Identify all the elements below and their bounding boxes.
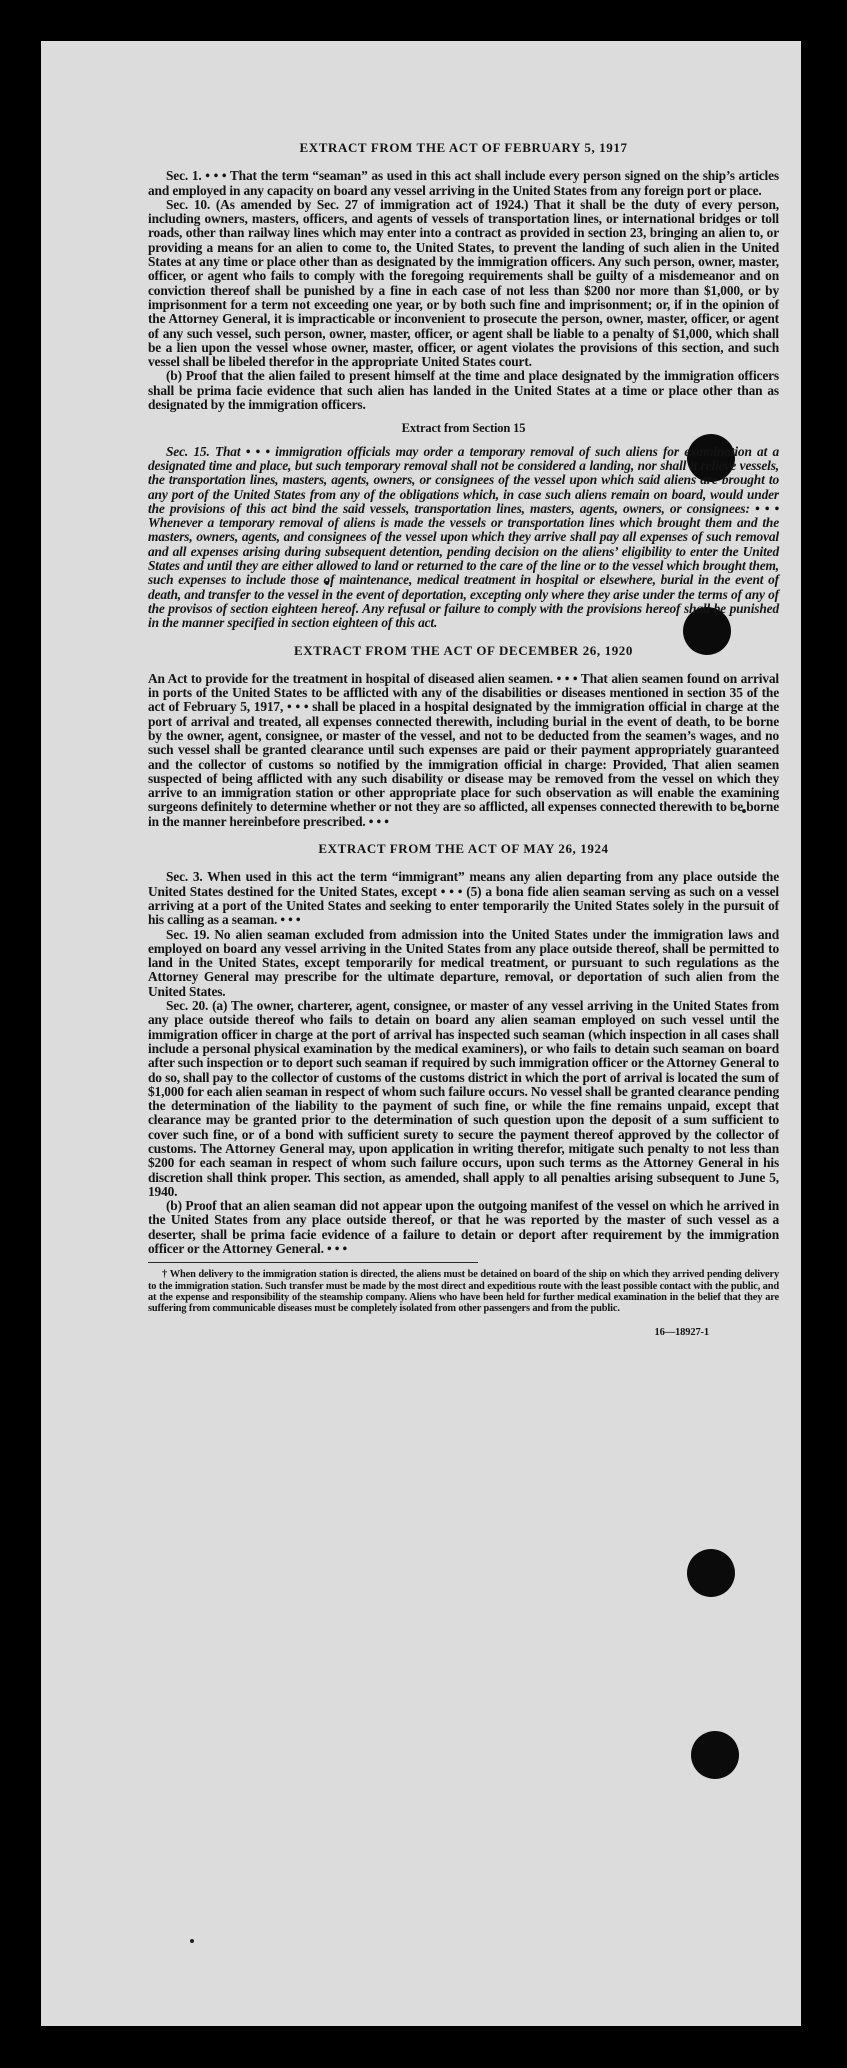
paragraph: An Act to provide for the treatment in hospital of diseased alien seamen. • • • That alien seamen found on arrival in ports of the United States to be afflicted with any of the disabilities or diseases mentioned in section 35 of the act of February 5, 1917, • • • shall be placed in a hospital designated by the immigration official in charge at the port of arrival and treated, all expenses connected therewith, including burial in the event of death, to be borne by the owner, agent, consignee, or master of the vessel, and not to be deducted from the seamen’s wages, and no such vessel shall be granted clearance until such expenses are paid or their payment appropriately guaranteed and the collector of customs so notified by the immigration official in charge: Provided, That alien seamen suspected of being afflicted with any such disability or disease may be removed from the vessel on which they arrive to an immigration station or other appropriate place for such observation as will enable the examining surgeons definitely to determine whether or not they are so afflicted, all expenses connected therewith to be borne in the manner hereinbefore prescribed. • • • xyxy=(148,670,779,829)
paragraph: Sec. 19. No alien seaman excluded from admission into the United States under the immigration laws and employed on board any vessel arriving in the United States from any place outside thereof, shall be permitted to land in the United States, except temporarily for medical treatment, or pursuant to such regulations as the Attorney General may prescribe for the ultimate departure, removal, or deportation of such alien from the United States. xyxy=(148,926,779,999)
paragraph: (b) Proof that an alien seaman did not appear upon the outgoing manifest of the vessel on which he arrived in the United States from any place outside thereof, or that he was reported by the master of such vessel as a deserter, shall be prima facie evidence of a failure to detain or deport after requirement by the immigration officer or the Attorney General. • • • xyxy=(148,1198,779,1257)
paragraph: Sec. 20. (a) The owner, charterer, agent, consignee, or master of any vessel arriving in the United States from any place outside thereof who fails to detain on board any alien seaman employed on such vessel until the immigration officer in charge at the port of arrival has inspected such seaman (which inspection in all cases shall include a personal physical examination by the medical examiners), or who fails to detain such seaman on board after such inspection or to deport such seaman if required by such immigration officer or the Attorney General to do so, shall pay to the collector of customs of the customs district in which the port of arrival is located the sum of $1,000 for each alien seaman in respect of whom such failure occurs. No vessel shall be granted clearance pending the determination of the liability to the payment of such fine, or while the fine remains unpaid, except that clearance may be granted prior to the determination of such question upon the deposit of a sum sufficient to cover such fine, or of a bond with sufficient surety to secure the payment thereof approved by the collector of customs. The Attorney General may, upon application in writing therefor, mitigate such penalty to not less than $200 for each seaman in respect of whom such failure occurs, upon such terms as the Attorney General in his discretion shall think proper. This section, as amended, shall apply to all penalties arising subsequent to June 5, 1940. xyxy=(148,998,779,1199)
footnote-divider xyxy=(148,1262,478,1263)
paragraph: Sec. 10. (As amended by Sec. 27 of immigration act of 1924.) That it shall be the duty of every person, including owners, masters, officers, and agents of vessels of transportation lines, or international bridges or toll roads, other than railway lines which may enter into a contract as provided in section 23, bringing an alien to, or providing a means for an alien to come to, the United States, to prevent the landing of such alien in the United States at any time or place other than as designated by the immigration officers. Any such person, owner, master, officer, or agent who fails to comply with the foregoing requirements shall be guilty of a misdemeanor and on conviction thereof shall be punished by a fine in each case of not less than $200 nor more than $1,000, or by imprisonment for a term not exceeding one year, or by both such fine and imprisonment; or, if in the opinion of the Attorney General, it is impracticable or inconvenient to prosecute the person, owner, master, officer, or agent of any such vessel, such person, owner, master, officer, or agent shall be liable to a penalty of $1,000, which shall be a lien upon the vessel whose owner, master, officer, or agent violates the provisions of this section, and such vessel shall be libeled therefor in the appropriate United States court. xyxy=(148,196,779,370)
section-act-1924 xyxy=(148,842,779,1256)
footnote: † When delivery to the immigration station is directed, the aliens must be detained on board of the ship on which they arrived pending delivery to the immigration station. Such transfer must be made by the most direct and expeditious route with the least possible contact with the public, and at the expense and responsibility of the steamship company. Aliens who have been held for further medical examination in the belief that they are suffering from communicable diseases must be completely isolated from other passengers and from the public. xyxy=(148,1269,779,1314)
punch-hole-3 xyxy=(687,1549,735,1597)
paragraph: Sec. 1. • • • That the term “seaman” as used in this act shall include every person signed on the ship’s articles and employed in any capacity on board any vessel arriving in the United States from any foreign port or place. xyxy=(148,168,779,198)
paragraph: Sec. 3. When used in this act the term “immigrant” means any alien departing from any place outside the United States destined for the United States, except • • • (5) a bona fide alien seaman serving as such on a vessel arriving at a port of the United States and seeking to enter temporarily the United States solely in the pursuit of his calling as a seaman. • • • xyxy=(148,869,779,928)
section-act-1917 xyxy=(148,141,779,412)
form-number: 16—18927-1 xyxy=(654,1327,709,1339)
section-act-1920 xyxy=(148,644,779,830)
document-page xyxy=(41,41,801,2026)
paragraph: Sec. 15. That • • • immigration officials may order a temporary removal of such aliens for examination at a designated time and place, but such temporary removal shall not be considered a landing, nor shall it relieve vessels, the transportation lines, masters, agents, owners, or consignees of the vessel upon which said aliens are brought to any port of the United States from any of the obligations which, in case such aliens remain on board, would under the provisions of this act bind the said vessels, transportation lines, masters, agents, owners, or consignees: • • • Whenever a temporary removal of aliens is made the vessels or transportation lines which brought them and the masters, owners, agents, and consignees of the vessel upon which they arrive shall pay all expenses of such removal and all expenses arising during subsequent detention, pending decision on the aliens’ eligibility to enter the United States and until they are either allowed to land or returned to the care of the line or to the vessel which brought them, such expenses to include those of maintenance, medical treatment in hospital or elsewhere, burial in the event of death, and transfer to the vessel in the event of deportation, excepting only where they arise under the terms of any of the provisos of section eighteen hereof. Any refusal or failure to comply with the provisions hereof shall be punished in the manner specified in section eighteen of this act. xyxy=(148,443,779,631)
section-heading: EXTRACT FROM THE ACT OF FEBRUARY 5, 1917 xyxy=(299,140,628,155)
section-subheading: Extract from Section 15 xyxy=(401,421,526,436)
margin-dot xyxy=(190,1939,194,1943)
section-extract-15 xyxy=(148,421,779,630)
section-heading: EXTRACT FROM THE ACT OF DECEMBER 26, 1920 xyxy=(293,642,634,658)
document-body xyxy=(148,141,779,1340)
section-heading: EXTRACT FROM THE ACT OF MAY 26, 1924 xyxy=(318,841,609,857)
paragraph: (b) Proof that the alien failed to present himself at the time and place designated by the immigration officers shall be prima facie evidence that such alien has landed in the United States at a time or place other than as designated by the immigration officers. xyxy=(148,368,779,413)
punch-hole-4 xyxy=(691,1731,739,1779)
